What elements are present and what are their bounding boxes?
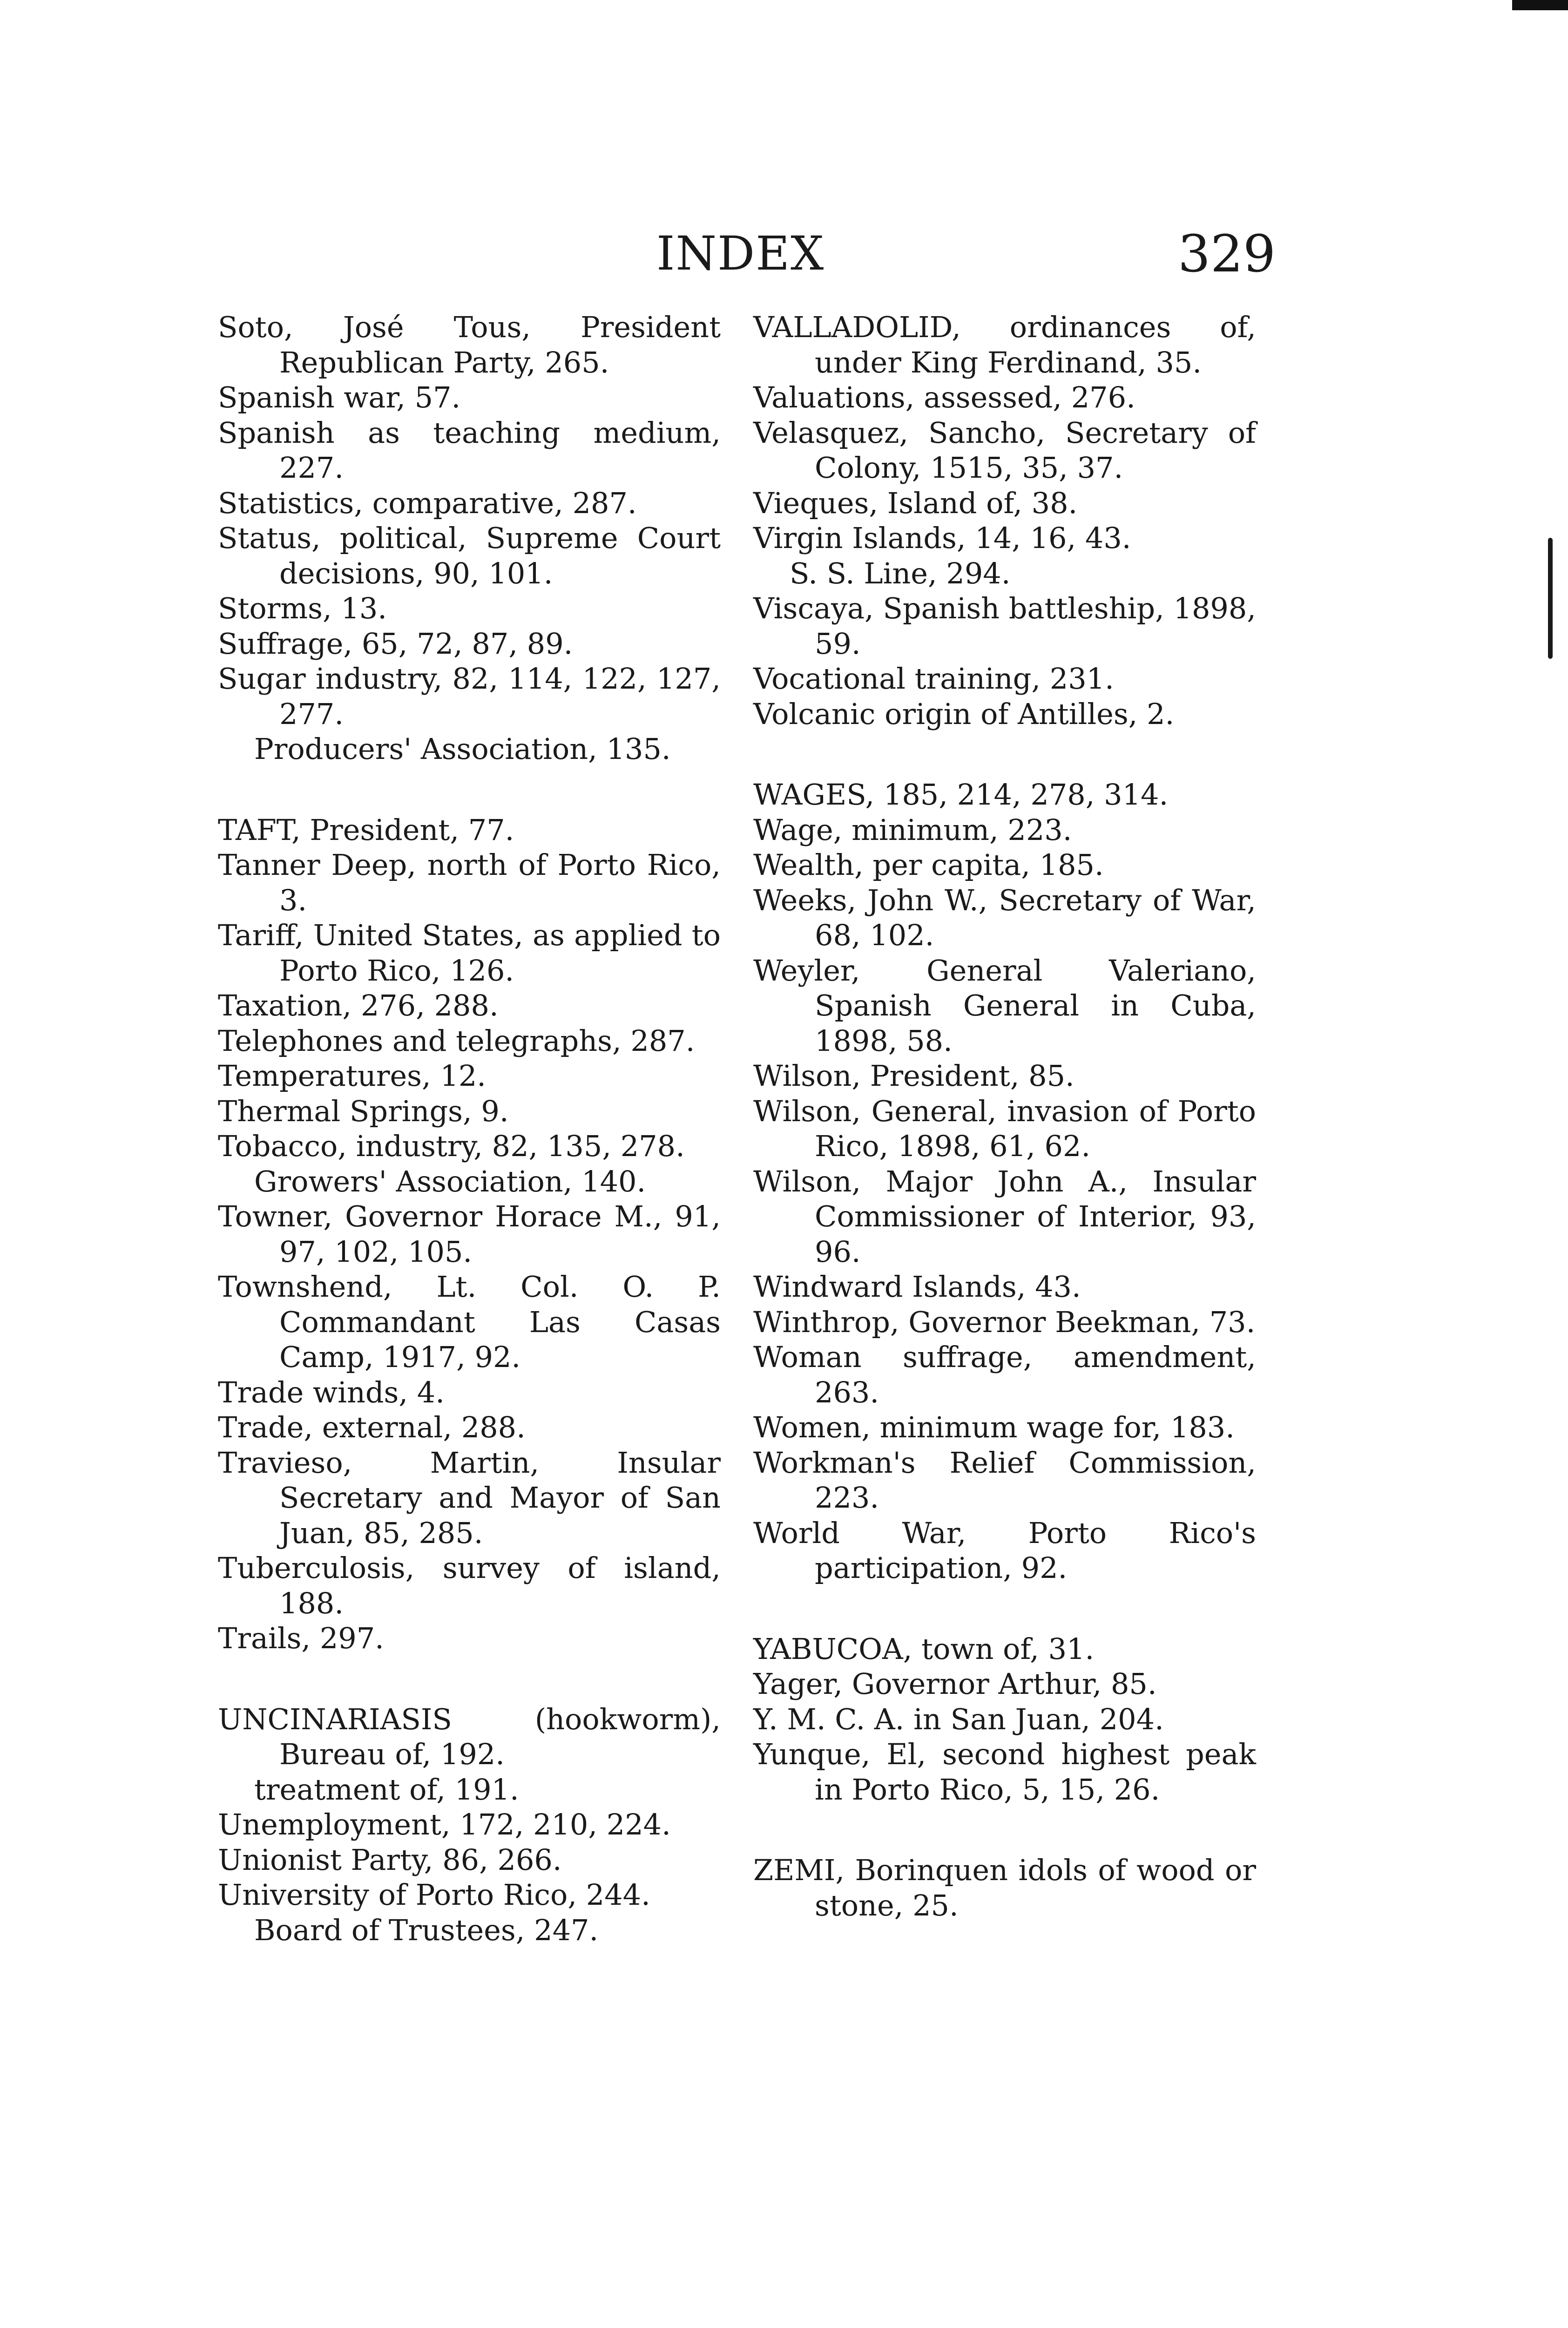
index-entry: Storms, 13. (218, 591, 387, 625)
index-entry: Y. M. C. A. in San Juan, 204. (753, 1702, 1164, 1736)
index-section (753, 310, 1256, 731)
index-section (753, 777, 1256, 1586)
index-entry: Temperatures, 12. (218, 1059, 487, 1093)
index-entry: Wilson, General, invasion of Porto Rico, 1898, 61, 62. (753, 1094, 1256, 1163)
index-entry: Valuations, assessed, 276. (753, 380, 1135, 414)
index-entry: Trade winds, 4. (218, 1375, 445, 1409)
index-entry: Weyler, General Valeriano, Spanish General in Cuba, 1898, 58. (753, 953, 1256, 1058)
index-entry: Yager, Governor Arthur, 85. (753, 1667, 1157, 1701)
index-section (753, 1631, 1256, 1807)
index-subentry: Producers' Association, 135. (254, 732, 671, 766)
index-entry: Workman's Relief Commission, 223. (753, 1445, 1256, 1515)
index-entry: Unemployment, 172, 210, 224. (218, 1807, 671, 1841)
index-entry: YABUCOA, town of, 31. (753, 1631, 1095, 1666)
index-entry: Tariff, United States, as applied to Porto Rico, 126. (218, 918, 721, 988)
index-entry: VALLADOLID, ordinances of, under King Ferdinand, 35. (753, 310, 1256, 379)
page-header (0, 223, 1568, 289)
index-entry: ZEMI, Borinquen idols of wood or stone, 25. (753, 1853, 1256, 1922)
page-title: INDEX (656, 226, 825, 281)
index-entry: Virgin Islands, 14, 16, 43. (753, 521, 1131, 555)
index-entry: Viscaya, Spanish battleship, 1898, 59. (753, 591, 1256, 661)
index-entry: Volcanic origin of Antilles, 2. (753, 697, 1175, 731)
index-section (753, 1853, 1256, 1923)
index-entry: TAFT, President, 77. (218, 812, 514, 847)
index-entry: Spanish as teaching medium, 227. (218, 415, 721, 485)
index-entry: Statistics, comparative, 287. (218, 486, 637, 520)
index-subentry: Board of Trustees, 247. (254, 1913, 599, 1947)
index-entry: Towner, Governor Horace M., 91, 97, 102, 105. (218, 1199, 721, 1269)
scan-edge-mark (1512, 0, 1568, 10)
index-entry: Travieso, Martin, Insular Secretary and Mayor of San Juan, 85, 285. (218, 1445, 721, 1550)
index-entry: Unionist Party, 86, 266. (218, 1842, 562, 1877)
index-entry: Wilson, Major John A., Insular Commissioner of Interior, 93, 96. (753, 1164, 1256, 1269)
index-entry: UNCINARIASIS (hookworm), Bureau of, 192. (218, 1702, 721, 1771)
index-column-left (218, 310, 721, 1993)
margin-binding-mark (1548, 538, 1553, 659)
index-entry: Status, political, Supreme Court decisions, 90, 101. (218, 521, 721, 590)
index-entry: Vocational training, 231. (753, 662, 1114, 696)
index-entry: Women, minimum wage for, 183. (753, 1410, 1235, 1444)
index-entry: Tobacco, industry, 82, 135, 278. (218, 1129, 685, 1163)
index-entry: Soto, José Tous, President Republican Party, 265. (218, 310, 721, 379)
index-entry: Taxation, 276, 288. (218, 988, 499, 1022)
index-section (218, 310, 721, 767)
index-entry: Telephones and telegraphs, 287. (218, 1023, 695, 1058)
index-entry: Winthrop, Governor Beekman, 73. (753, 1305, 1256, 1339)
index-entry: Velasquez, Sancho, Secretary of Colony, 1515, 35, 37. (753, 415, 1256, 485)
index-entry: Tuberculosis, survey of island, 188. (218, 1551, 721, 1620)
index-entry: Weeks, John W., Secretary of War, 68, 102. (753, 883, 1256, 952)
index-subentry: Growers' Association, 140. (254, 1164, 646, 1198)
index-entry: Woman suffrage, amendment, 263. (753, 1340, 1256, 1409)
index-entry: Wealth, per capita, 185. (753, 848, 1104, 882)
index-entry: Vieques, Island of, 38. (753, 486, 1078, 520)
index-entry: WAGES, 185, 214, 278, 314. (753, 778, 1169, 812)
index-section (218, 812, 721, 1656)
index-entry: Spanish war, 57. (218, 380, 461, 414)
index-entry: Sugar industry, 82, 114, 122, 127, 277. (218, 662, 721, 731)
index-entry: Windward Islands, 43. (753, 1270, 1081, 1304)
index-entry: Townshend, Lt. Col. O. P. Commandant Las Casas Camp, 1917, 92. (218, 1270, 721, 1374)
page-number: 329 (1178, 224, 1276, 284)
index-entry: University of Porto Rico, 244. (218, 1878, 650, 1912)
index-entry: Suffrage, 65, 72, 87, 89. (218, 626, 573, 661)
index-entry: Tanner Deep, north of Porto Rico, 3. (218, 848, 721, 917)
index-entry: Yunque, El, second highest peak in Porto Rico, 5, 15, 26. (753, 1737, 1256, 1807)
index-column-right (753, 310, 1256, 1969)
index-entry: Wilson, President, 85. (753, 1059, 1075, 1093)
index-subentry: S. S. Line, 294. (790, 556, 1011, 590)
index-entry: Trade, external, 288. (218, 1410, 526, 1444)
index-entry: Thermal Springs, 9. (218, 1094, 509, 1128)
index-entry: World War, Porto Rico's participation, 92. (753, 1516, 1256, 1585)
index-subentry: treatment of, 191. (254, 1772, 519, 1807)
index-entry: Wage, minimum, 223. (753, 812, 1072, 847)
index-section (218, 1702, 721, 1948)
index-entry: Trails, 297. (218, 1621, 384, 1655)
